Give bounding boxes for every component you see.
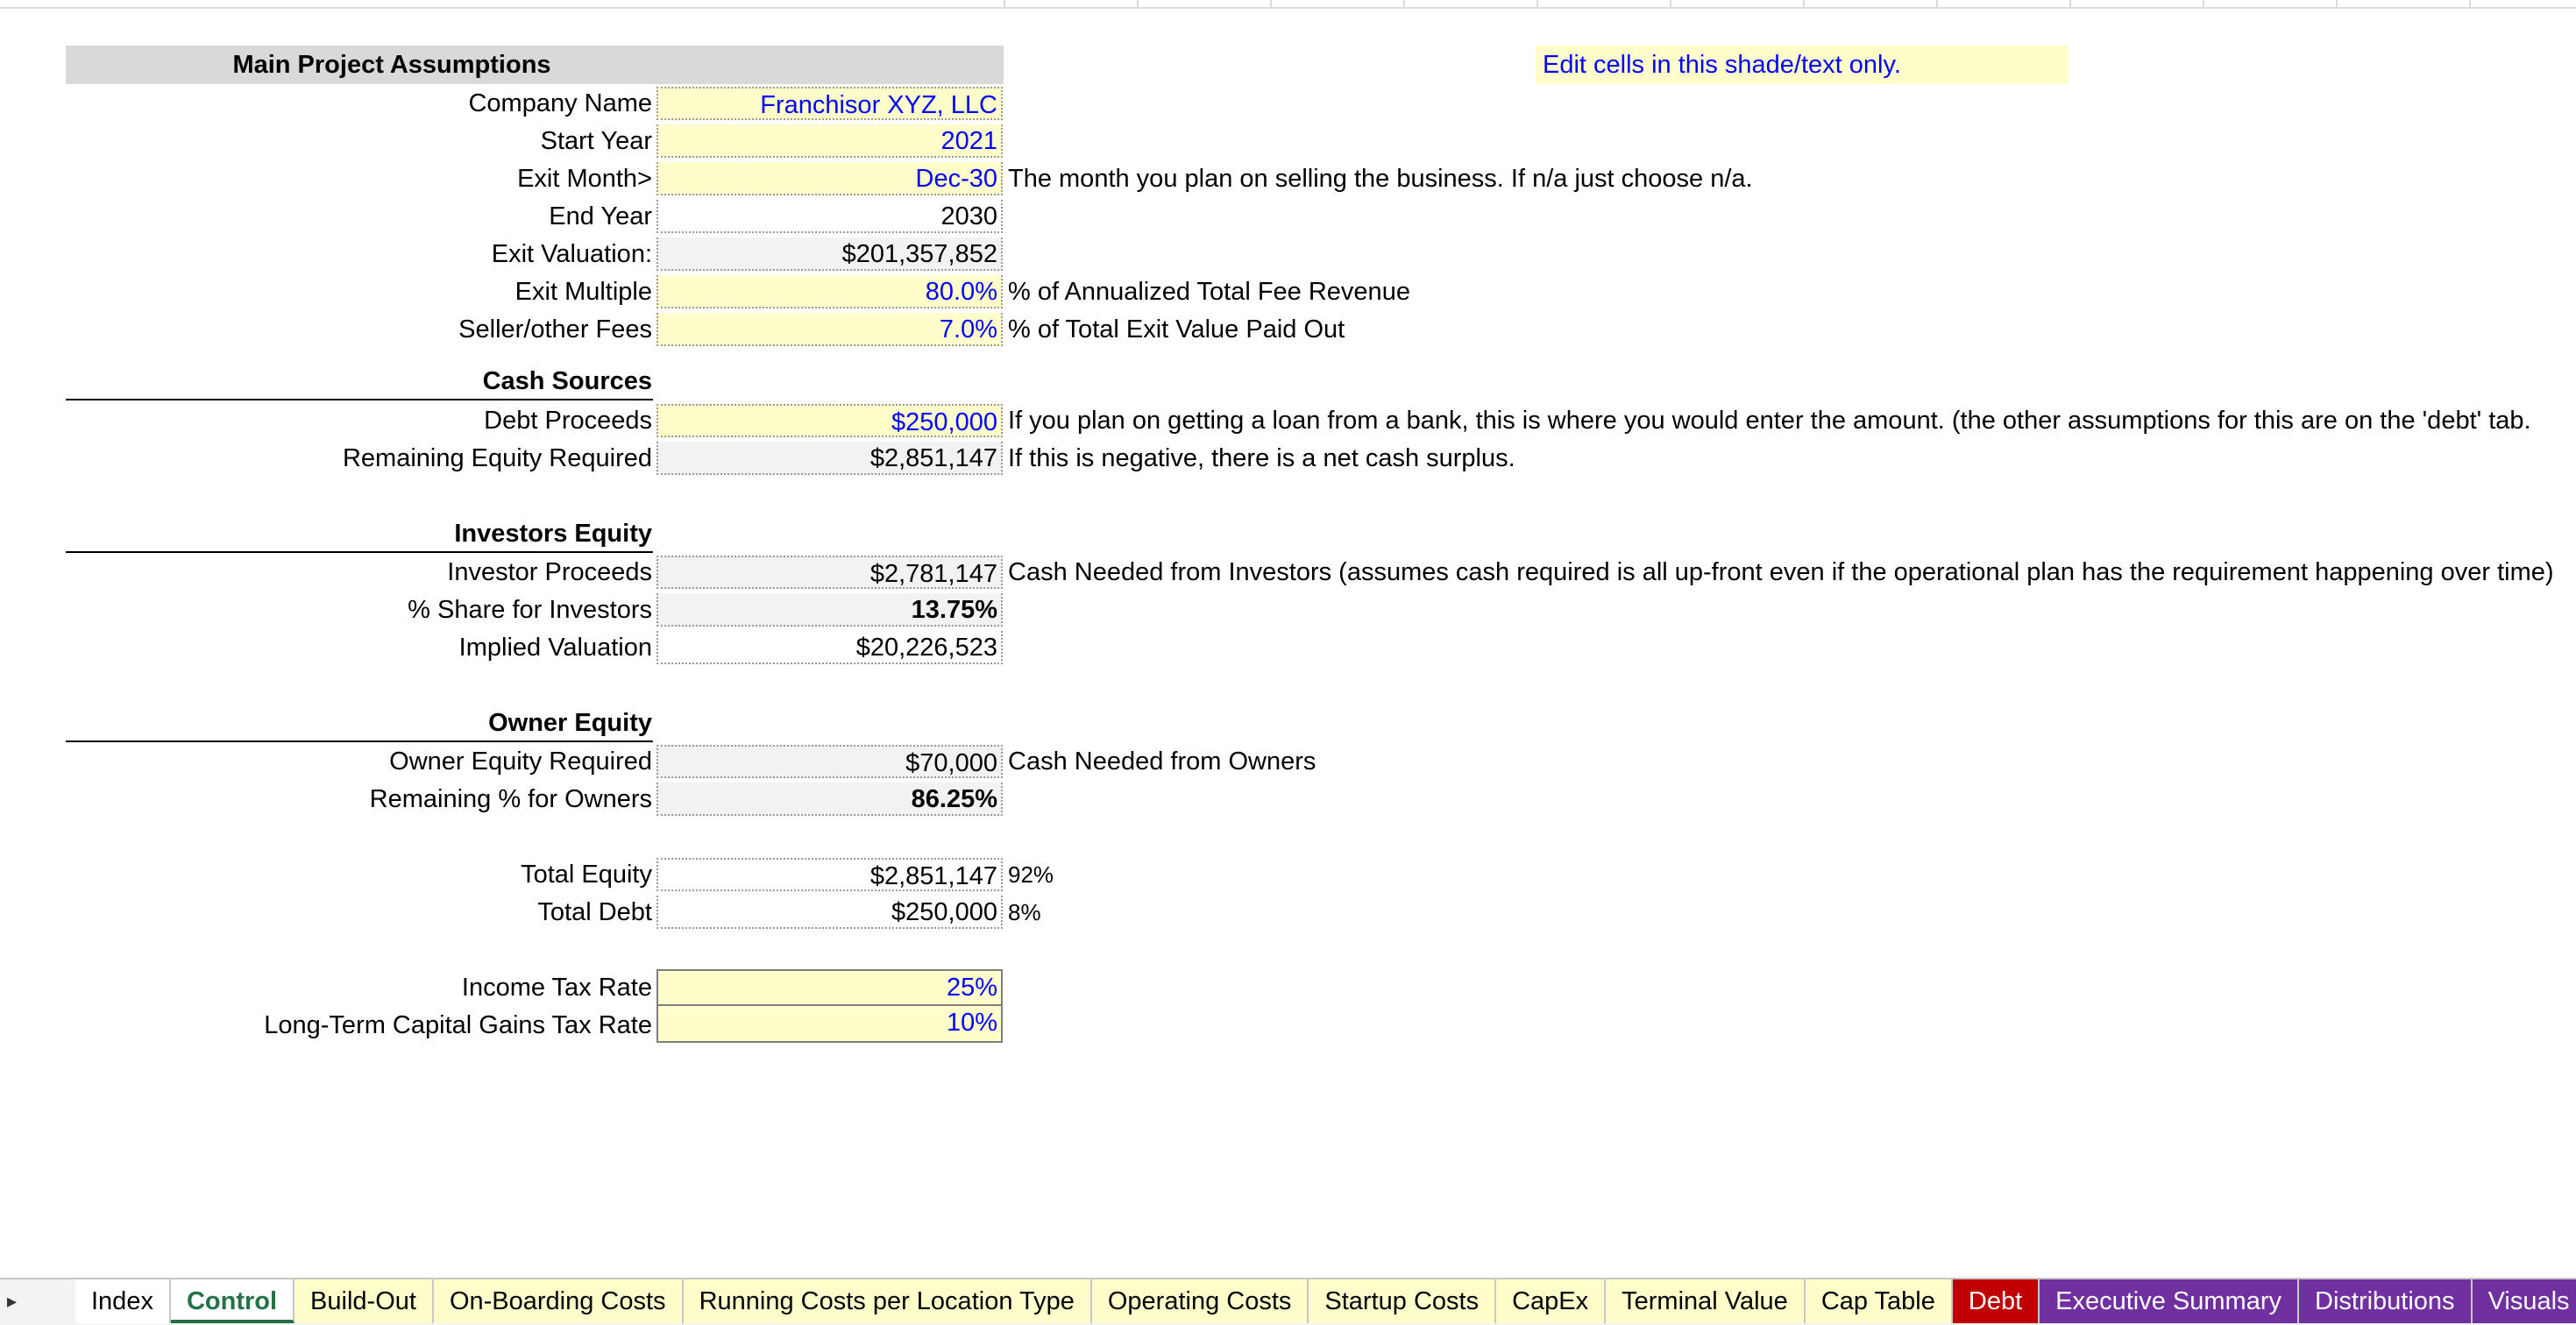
sheet-tab-startup-costs[interactable]: Startup Costs — [1309, 1279, 1496, 1323]
exit-month-label: Exit Month> — [517, 165, 652, 193]
edit-cells-note[interactable]: Edit cells in this shade/text only. — [1536, 46, 2069, 84]
start-year-label: Start Year — [540, 127, 652, 155]
seller-fees-label: Seller/other Fees — [458, 315, 652, 344]
cash-sources-rule — [66, 399, 653, 400]
implied-valuation-label: Implied Valuation — [458, 634, 652, 662]
company-name-label: Company Name — [468, 89, 652, 117]
total-debt-label: Total Debt — [537, 898, 652, 926]
total-debt-pct: 8% — [1008, 899, 1041, 925]
exit-multiple-cell[interactable]: 80.0% — [656, 275, 1003, 308]
total-equity-label: Total Equity — [521, 861, 652, 889]
end-year-cell[interactable]: 2030 — [656, 200, 1003, 233]
sheet-tab-executive-summary[interactable]: Executive Summary — [2040, 1279, 2299, 1323]
investor-proceeds-note: Cash Needed from Investors (assumes cash required is all up-front even if the operational plan has the requirement happening over time) — [1008, 558, 2554, 586]
owner-equity-required-label: Owner Equity Required — [389, 748, 652, 776]
sheet-tab-capex[interactable]: CapEx — [1496, 1279, 1606, 1323]
main-assumptions-header: Main Project Assumptions — [66, 46, 1004, 84]
exit-multiple-label: Exit Multiple — [514, 278, 652, 306]
cap-gains-tax-cell[interactable]: 10% — [656, 1006, 1003, 1043]
remaining-equity-note: If this is negative, there is a net cash surplus. — [1008, 444, 1515, 472]
investor-proceeds-label: Investor Proceeds — [447, 558, 652, 586]
debt-proceeds-note: If you plan on getting a loan from a bank, this is where you would enter the amount. (the other assumptions for this are on the 'debt' tab. — [1008, 407, 2531, 435]
owner-equity-required-cell[interactable]: $70,000 — [656, 745, 1003, 778]
sheet-tab-control[interactable]: Control — [171, 1279, 295, 1323]
sheet-tab-running-costs-per-location-type[interactable]: Running Costs per Location Type — [684, 1279, 1092, 1323]
exit-month-cell[interactable]: Dec-30 — [656, 162, 1003, 195]
implied-valuation-cell[interactable]: $20,226,523 — [656, 631, 1003, 664]
investor-proceeds-cell[interactable]: $2,781,147 — [656, 556, 1003, 589]
sheet-tab-build-out[interactable]: Build-Out — [295, 1279, 434, 1323]
end-year-label: End Year — [549, 202, 652, 230]
owner-equity-header: Owner Equity — [488, 709, 652, 737]
sheet-tab-debt[interactable]: Debt — [1953, 1279, 2040, 1323]
exit-month-note: The month you plan on selling the business. If n/a just choose n/a. — [1008, 165, 1753, 193]
debt-proceeds-cell[interactable]: $250,000 — [656, 404, 1003, 437]
total-debt-cell[interactable]: $250,000 — [656, 896, 1003, 929]
share-investors-label: % Share for Investors — [408, 596, 652, 624]
cap-gains-tax-label: Long-Term Capital Gains Tax Rate — [264, 1011, 652, 1039]
owner-equity-note: Cash Needed from Owners — [1008, 748, 1316, 776]
exit-valuation-cell[interactable]: $201,357,852 — [656, 237, 1003, 271]
income-tax-label: Income Tax Rate — [461, 974, 652, 1002]
exit-multiple-note: % of Annualized Total Fee Revenue — [1008, 278, 1410, 306]
investors-equity-rule — [66, 551, 653, 553]
owner-equity-rule — [66, 740, 653, 742]
investors-equity-header: Investors Equity — [454, 520, 652, 548]
seller-fees-note: % of Total Exit Value Paid Out — [1008, 315, 1345, 344]
sheet-tab-terminal-value[interactable]: Terminal Value — [1606, 1279, 1806, 1323]
sheet-tab-cap-table[interactable]: Cap Table — [1806, 1279, 1953, 1323]
debt-proceeds-label: Debt Proceeds — [484, 407, 652, 435]
start-year-cell[interactable]: 2021 — [656, 124, 1003, 158]
exit-valuation-label: Exit Valuation: — [491, 240, 652, 268]
total-equity-cell[interactable]: $2,851,147 — [656, 858, 1003, 891]
remaining-equity-cell[interactable]: $2,851,147 — [656, 442, 1003, 475]
sheet-tab-operating-costs[interactable]: Operating Costs — [1092, 1279, 1309, 1323]
remaining-equity-label: Remaining Equity Required — [342, 444, 652, 472]
seller-fees-cell[interactable]: 7.0% — [656, 313, 1003, 346]
total-equity-pct: 92% — [1008, 861, 1054, 888]
sheet-tabs — [75, 1279, 2576, 1325]
sheet-tab-index[interactable]: Index — [75, 1279, 171, 1323]
sheet-tab-on-boarding-costs[interactable]: On-Boarding Costs — [434, 1279, 684, 1323]
remaining-owners-label: Remaining % for Owners — [369, 785, 652, 813]
sheet-tab-bar — [0, 1278, 2576, 1325]
sheet-tab-distributions[interactable]: Distributions — [2299, 1279, 2473, 1323]
share-investors-cell[interactable]: 13.75% — [656, 593, 1003, 627]
cash-sources-header: Cash Sources — [482, 367, 652, 395]
scroll-tabs-right-icon[interactable]: ▸ — [7, 1290, 18, 1312]
sheet-tab-visuals[interactable]: Visuals — [2473, 1279, 2576, 1323]
income-tax-cell[interactable]: 25% — [656, 969, 1003, 1006]
remaining-owners-cell[interactable]: 86.25% — [656, 783, 1003, 816]
company-name-cell[interactable]: Franchisor XYZ, LLC — [656, 87, 1003, 120]
